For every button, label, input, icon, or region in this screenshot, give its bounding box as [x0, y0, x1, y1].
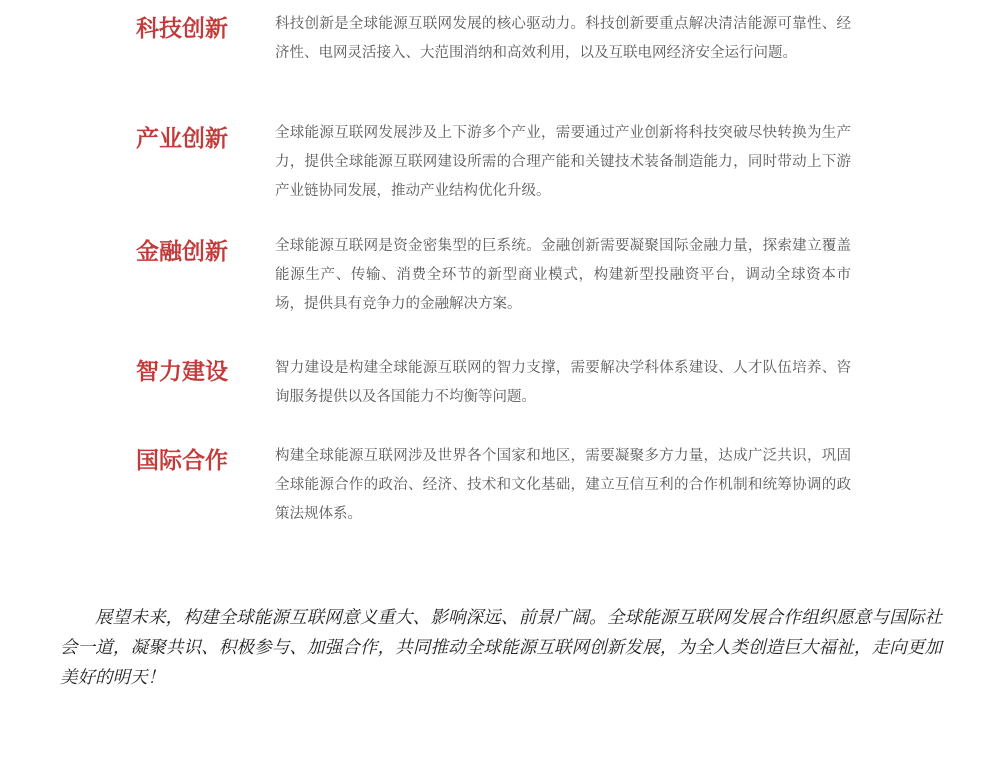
section-body: 构建全球能源互联网涉及世界各个国家和地区，需要凝聚多方力量，达成广泛共识，巩固全球能源合作的政治、经济、技术和文化基础，建立互信互利的合作机制和统筹协调的政策法规体系。	[275, 448, 851, 522]
section-title: 国际合作	[136, 448, 228, 474]
closing-paragraph: 展望未来，构建全球能源互联网意义重大、影响深远、前景广阔。全球能源互联网发展合作组织愿意与国际社会一道，凝聚共识、积极参与、加强合作，共同推动全球能源互联网创新发展，为全人类创造巨大福祉，走向更加美好的明天！	[60, 608, 942, 688]
section-title: 产业创新	[136, 126, 228, 152]
section-body: 智力建设是构建全球能源互联网的智力支撑，需要解决学科体系建设、人才队伍培养、咨询服务提供以及各国能力不均衡等问题。	[275, 360, 851, 405]
section-body: 全球能源互联网是资金密集型的巨系统。金融创新需要凝聚国际金融力量，探索建立覆盖能源生产、传输、消费全环节的新型商业模式，构建新型投融资平台，调动全球资本市场，提供具有竞争力的金融解决方案。	[275, 238, 851, 312]
section-title: 金融创新	[136, 239, 228, 265]
section-title: 智力建设	[136, 359, 228, 385]
section-title: 科技创新	[136, 16, 228, 42]
section-body: 全球能源互联网发展涉及上下游多个产业，需要通过产业创新将科技突破尽快转换为生产力，提供全球能源互联网建设所需的合理产能和关键技术装备制造能力，同时带动上下游产业链协同发展，推动产业结构优化升级。	[275, 125, 851, 199]
section-body: 科技创新是全球能源互联网发展的核心驱动力。科技创新要重点解决清洁能源可靠性、经济性、电网灵活接入、大范围消纳和高效利用，以及互联电网经济安全运行问题。	[275, 16, 851, 61]
